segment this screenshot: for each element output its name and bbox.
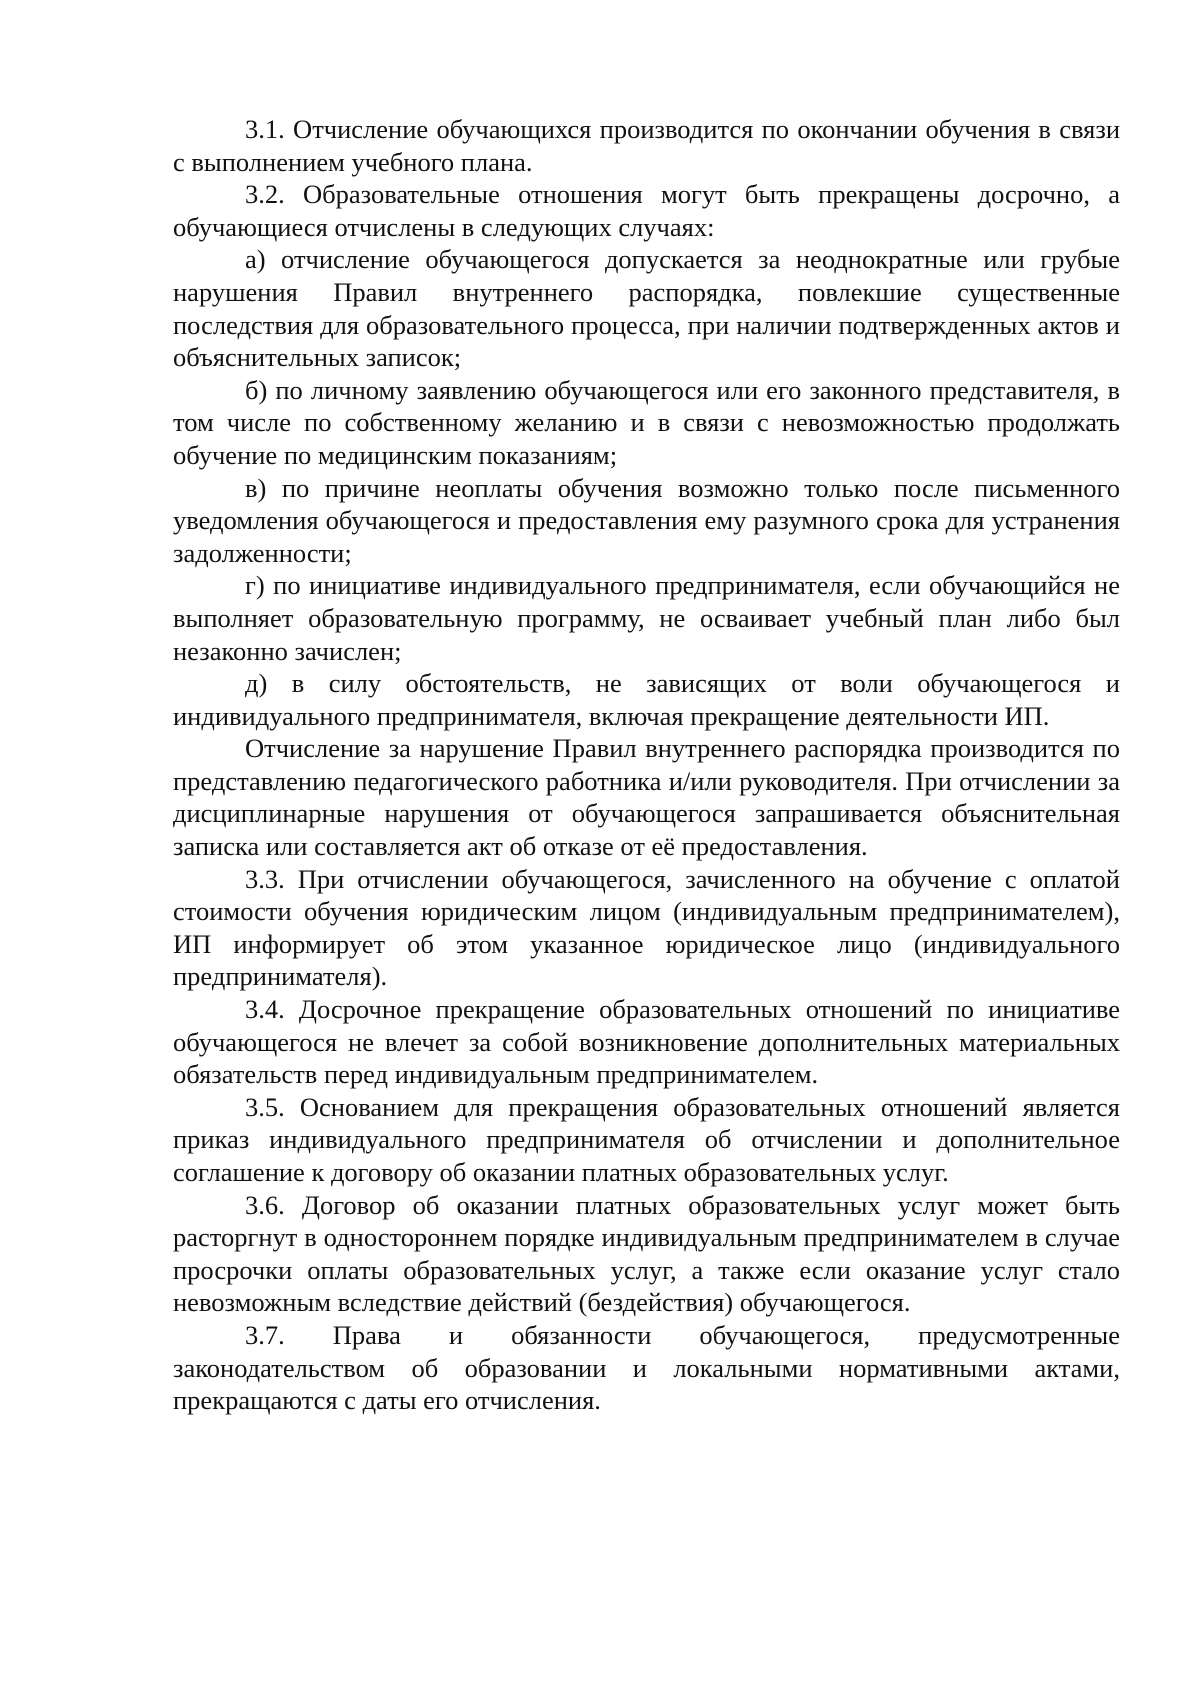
- paragraph-item-a: а) отчисление обучающегося допускается за неоднократные или грубые нарушения Правил внутреннего распорядка, повлекшие существенные последствия для образовательного процесса, при наличии подтвержденных актов и объяснительных записок;: [173, 244, 1120, 373]
- paragraph-3-7: 3.7. Права и обязанности обучающегося, предусмотренные законодательством об образовании и локальными нормативными актами, прекращаются с даты его отчисления.: [173, 1319, 1120, 1416]
- paragraph-expulsion-procedure: Отчисление за нарушение Правил внутреннего распорядка производится по представлению педагогического работника и/или руководителя. При отчислении за дисциплинарные нарушения от обучающегося запрашивается объяснительная записка или составляется акт об отказе от её предоставления.: [173, 733, 1120, 862]
- paragraph-item-v: в) по причине неоплаты обучения возможно только после письменного уведомления обучающегося и предоставления ему разумного срока для устранения задолженности;: [173, 472, 1120, 568]
- paragraph-3-6: 3.6. Договор об оказании платных образовательных услуг может быть расторгнут в одностороннем порядке индивидуальным предпринимателем в случае просрочки оплаты образовательных услуг, а также если оказание услуг стало невозможным вследствие действий (бездействия) обучающегося.: [173, 1189, 1120, 1318]
- paragraph-item-d: д) в силу обстоятельств, не зависящих от воли обучающегося и индивидуального предпринимателя, включая прекращение деятельности ИП.: [173, 668, 1120, 731]
- paragraph-item-b: б) по личному заявлению обучающегося или его законного представителя, в том числе по собственному желанию и в связи с невозможностью продолжать обучение по медицинским показаниям;: [173, 374, 1120, 470]
- document-body: [173, 113, 1120, 1417]
- paragraph-3-2: 3.2. Образовательные отношения могут быть прекращены досрочно, а обучающиеся отчислены в следующих случаях:: [173, 179, 1120, 242]
- paragraph-3-1: 3.1. Отчисление обучающихся производится по окончании обучения в связи с выполнением учебного плана.: [173, 114, 1120, 177]
- paragraph-item-g: г) по инициативе индивидуального предпринимателя, если обучающийся не выполняет образовательную программу, не осваивает учебный план либо был незаконно зачислен;: [173, 570, 1120, 666]
- paragraph-3-3: 3.3. При отчислении обучающегося, зачисленного на обучение с оплатой стоимости обучения юридическим лицом (индивидуальным предпринимателем), ИП информирует об этом указанное юридическое лицо (индивидуального предпринимателя).: [173, 863, 1120, 992]
- paragraph-3-4: 3.4. Досрочное прекращение образовательных отношений по инициативе обучающегося не влечет за собой возникновение дополнительных материальных обязательств перед индивидуальным предпринимателем.: [173, 994, 1120, 1090]
- paragraph-3-5: 3.5. Основанием для прекращения образовательных отношений является приказ индивидуального предпринимателя об отчислении и дополнительное соглашение к договору об оказании платных образовательных услуг.: [173, 1091, 1120, 1187]
